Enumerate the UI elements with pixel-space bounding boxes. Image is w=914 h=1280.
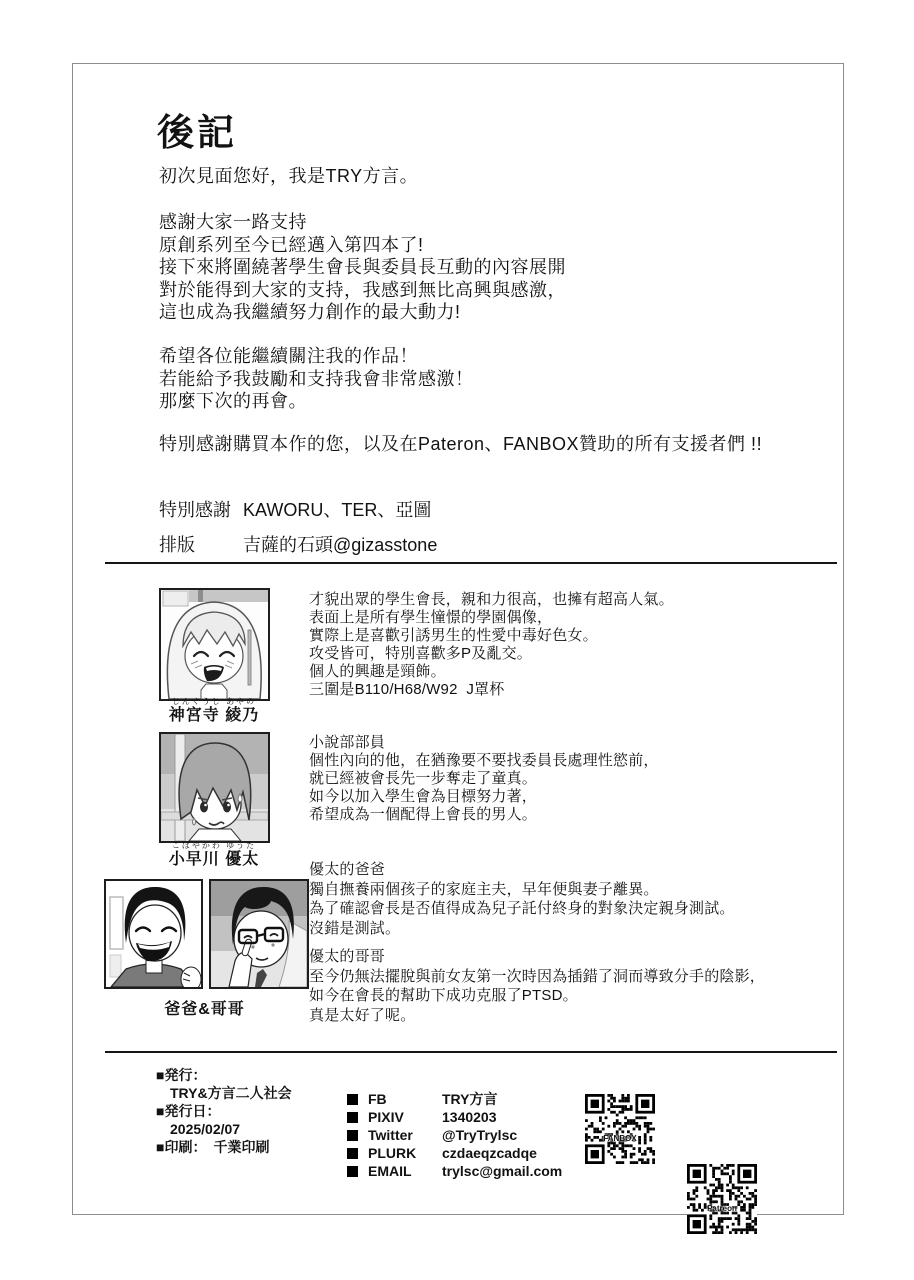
credit-row bbox=[159, 496, 437, 522]
intro-line: 初次見面您好，我是TRY方言。 bbox=[159, 166, 419, 186]
social-handle: 1340203 bbox=[442, 1109, 497, 1125]
social-platform: Twitter bbox=[368, 1127, 413, 1143]
bullet-square-icon bbox=[347, 1112, 358, 1123]
social-handle: trylsc@gmail.com bbox=[442, 1163, 563, 1179]
character-description bbox=[309, 591, 674, 699]
social-row bbox=[347, 1144, 562, 1162]
text-line: 實際上是喜歡引誘男生的性愛中毒好色女。 bbox=[309, 627, 598, 644]
text-line: 原創系列至今已經邁入第四本了! bbox=[159, 234, 424, 255]
page-title: 後記 bbox=[157, 112, 237, 153]
bullet-square-icon bbox=[347, 1130, 358, 1141]
text-line: 希望成為一個配得上會長的男人。 bbox=[309, 806, 538, 823]
text-line: 才貌出眾的學生會長，親和力很高，也擁有超高人氣。 bbox=[309, 591, 674, 608]
character-description bbox=[309, 734, 659, 824]
character-namebox bbox=[114, 697, 314, 725]
qr-code-fanbox bbox=[585, 1094, 655, 1164]
text-line: 希望各位能繼續關注我的作品！ bbox=[159, 346, 418, 366]
credit-value: 吉薩的石頭@gizasstone bbox=[243, 535, 438, 555]
character-name: 神宮寺 綾乃 bbox=[168, 707, 260, 724]
text-line: 若能給予我鼓勵和支持我會非常感激！ bbox=[159, 368, 474, 389]
publication-line: ■発行： bbox=[156, 1067, 207, 1083]
special-note: 特別感謝購買本作的您，以及在Pateron、FANBOX贊助的所有支援者們 !! bbox=[159, 434, 763, 454]
publication-line: 2025/02/07 bbox=[170, 1121, 241, 1137]
text-line: 這也成為我繼續努力創作的最大動力! bbox=[159, 302, 461, 322]
social-platform: EMAIL bbox=[368, 1163, 412, 1179]
social-row bbox=[347, 1090, 562, 1108]
bullet-square-icon bbox=[347, 1094, 358, 1105]
text-line: 優太的爸爸 bbox=[309, 861, 386, 878]
social-handle: @TryTrylsc bbox=[442, 1127, 518, 1143]
qr-label: FANBOX bbox=[603, 1133, 637, 1143]
text-line: 為了確認會長是否值得成為兒子託付終身的對象決定親身測試。 bbox=[309, 900, 735, 917]
social-platform: PLURK bbox=[368, 1145, 417, 1161]
social-platform: FB bbox=[368, 1091, 387, 1107]
credit-label: 排版 bbox=[159, 535, 195, 555]
text-line: 對於能得到大家的支持，我感到無比高興與感激， bbox=[159, 279, 566, 300]
publication-info bbox=[156, 1066, 292, 1156]
social-platform: PIXIV bbox=[368, 1109, 404, 1125]
social-row bbox=[347, 1126, 562, 1144]
section-divider bbox=[105, 562, 837, 564]
paragraph-thanks bbox=[159, 211, 566, 324]
qr-label: Patreon bbox=[707, 1203, 737, 1213]
text-line: 優太的哥哥 bbox=[309, 948, 386, 965]
text-line: 感謝大家一路支持 bbox=[159, 212, 307, 232]
brother-description bbox=[309, 947, 765, 1025]
text-line: 接下來將圍繞著學生會長與委員長互動的內容展開 bbox=[159, 257, 566, 277]
text-line: 表面上是所有學生憧憬的學園偶像， bbox=[309, 609, 553, 626]
credits-block bbox=[159, 496, 437, 566]
social-handle: czdaeqzcadqe bbox=[442, 1145, 537, 1161]
publication-line: TRY&方言二人社会 bbox=[170, 1085, 292, 1101]
text-line: 三圍是B110/H68/W92 J罩杯 bbox=[309, 681, 505, 698]
paragraph-closing bbox=[159, 345, 474, 413]
text-line: 就已經被會長先一步奪走了童真。 bbox=[309, 770, 538, 787]
character-pair-label: 爸爸&哥哥 bbox=[164, 1001, 245, 1018]
text-line: 個性內向的他，在猶豫要不要找委員長處理性慾前， bbox=[309, 752, 659, 769]
text-line: 如今在會長的幫助下成功克服了PTSD。 bbox=[309, 987, 578, 1004]
credit-row bbox=[159, 531, 437, 557]
credit-label: 特別感謝 bbox=[159, 500, 231, 520]
qr-code-patreon bbox=[687, 1164, 757, 1234]
section-divider bbox=[105, 1051, 837, 1053]
text-line: 如今以加入學生會為目標努力著， bbox=[309, 788, 538, 805]
dad-smiling-portrait bbox=[104, 879, 203, 989]
character-furigana: じんぐうじ あやの bbox=[171, 697, 257, 706]
text-line: 沒錯是測試。 bbox=[309, 919, 401, 937]
character-furigana: こばやかわ ゆうた bbox=[171, 841, 257, 850]
text-line: 真是太好了呢。 bbox=[309, 1006, 416, 1024]
social-row bbox=[347, 1108, 562, 1126]
text-line: 那麼下次的再會。 bbox=[159, 391, 307, 411]
text-line: 個人的興趣是頸飾。 bbox=[309, 663, 446, 680]
text-line: 獨自撫養兩個孩子的家庭主夫，早年便與妻子離異。 bbox=[309, 880, 659, 898]
publication-line: ■発行日： bbox=[156, 1103, 221, 1119]
text-line: 攻受皆可，特別喜歡多P及亂交。 bbox=[309, 645, 533, 662]
text-line: 小說部部員 bbox=[309, 734, 386, 751]
bullet-square-icon bbox=[347, 1148, 358, 1159]
brother-glasses-portrait bbox=[209, 879, 309, 989]
dad-description bbox=[309, 860, 735, 938]
afterword-page bbox=[72, 63, 844, 1215]
publication-line: ■印刷： 千業印刷 bbox=[156, 1139, 270, 1155]
social-row bbox=[347, 1162, 562, 1180]
credit-value: KAWORU、TER、亞圖 bbox=[243, 500, 432, 520]
bullet-square-icon bbox=[347, 1166, 358, 1177]
boy-nervous-portrait bbox=[159, 732, 270, 843]
social-handle: TRY方言 bbox=[442, 1091, 498, 1107]
text-line: 至今仍無法擺脫與前女友第一次時因為插錯了洞而導致分手的陰影， bbox=[309, 967, 766, 985]
character-name: 小早川 優太 bbox=[168, 851, 260, 868]
character-namebox bbox=[114, 841, 314, 869]
social-links bbox=[347, 1090, 562, 1180]
girl-smiling-portrait bbox=[159, 588, 270, 701]
